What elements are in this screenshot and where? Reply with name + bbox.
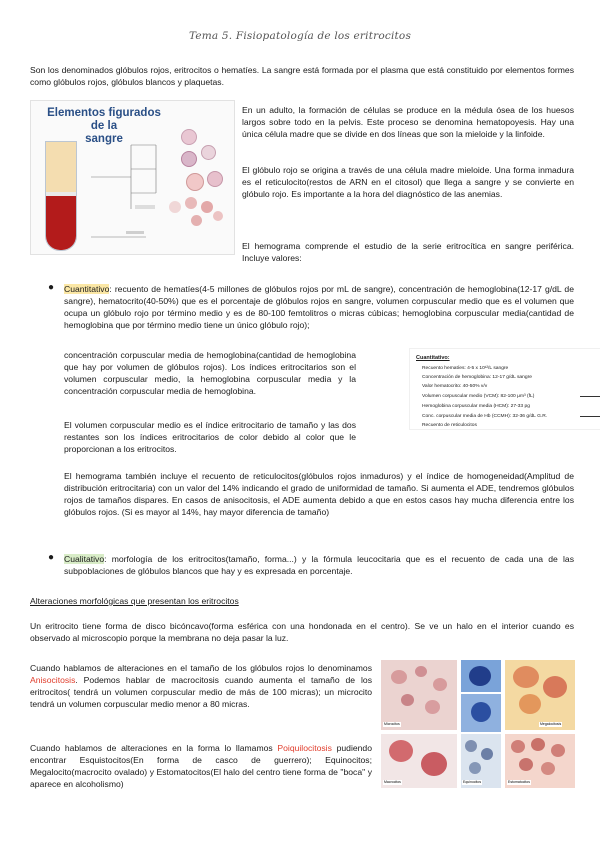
red-cell-icon: [169, 201, 181, 213]
red-cell-icon: [213, 211, 223, 221]
qualitative-label: Cualitativo: [64, 554, 105, 564]
caption-stomatocytes: Estomatocitos: [508, 780, 530, 784]
page-title: Tema 5. Fisiopatología de los eritrocitos: [188, 30, 412, 42]
anisocytosis-post: . Podemos hablar de macrocitosis cuando aumenta el tamaño de los eritrocitos( tendrá un volumen corpuscular medio de más de 100 micras); un microcito tendrá un volumen corpuscular medio menor a 80 micras.: [30, 675, 372, 709]
macrocytes-image: [381, 734, 457, 788]
table-row: Hemoglobina corpuscular media (HCM): 27-33 pg: [422, 404, 530, 409]
bullet-icon: ●: [48, 282, 55, 293]
hemogram-paragraph: El hemograma comprende el estudio de la serie eritrocítica en sangre periférica. Incluye valores:: [242, 241, 574, 263]
poikilocytosis-term: Poiquilocitosis: [277, 743, 332, 753]
figure-title-line2: sangre: [85, 133, 123, 145]
blood-elements-figure: [30, 100, 235, 255]
table-row: Concentración de hemoglobina: 12-17 g/dL sangre: [422, 375, 532, 380]
platelet-icon: [126, 231, 144, 234]
section-heading: Alteraciones morfológicas que presentan los eritrocitos: [30, 596, 239, 606]
table-header: Cuantitativo:: [416, 355, 450, 361]
vcm-paragraph: El volumen corpuscular medio es el índice eritrocitario de tamaño y las dos restantes son los índices eritrocitarios de color debido al color que le proporcionan a los eritrocitos.: [64, 420, 356, 454]
table-line: [580, 416, 600, 417]
table-row: Recuento hematíes: 4-5 x 10¹²/L sangre: [422, 366, 509, 371]
red-cell-icon: [185, 197, 197, 209]
anisocytosis-pre: Cuando hablamos de alteraciones en el tamaño de los glóbulos rojos lo denominamos: [30, 663, 372, 673]
blue-cells-image-2: [461, 694, 501, 732]
microcytes-image: [381, 660, 457, 730]
anisocytosis-paragraph: [30, 662, 372, 710]
reticulocyte-paragraph: El glóbulo rojo se origina a través de una célula madre mieloide. Una forma inmadura es el reticulocito(restos de ARN en el citosol) que llega a sangre y se convierte en glóbulo rojo. Es importante a la hora del diagnóstico de las anemias.: [242, 165, 574, 199]
red-cell-icon: [201, 201, 213, 213]
white-cell-icon: [186, 173, 204, 191]
figure-title-line1: Elementos figurados de la: [47, 107, 161, 132]
blue-cells-image-1: [461, 660, 501, 692]
quantitative-paragraph: [64, 283, 574, 331]
qualitative-paragraph: [64, 553, 574, 577]
table-row: Valor hematocrito: 40-50% v/v: [422, 384, 488, 389]
caption-macrocytes: Macrocitos: [384, 780, 401, 784]
intro-paragraph: Son los denominados glóbulos rojos, eritrocitos o hematíes. La sangre está formada por el plasma que está constituido por elementos formes como glóbulos rojos, glóbulos blancos y plaquetas.: [30, 65, 574, 87]
table-row: Volumen corpuscular medio (VCM): 82-100 μm³ (fL): [422, 394, 535, 399]
red-cell-icon: [191, 215, 202, 226]
white-cell-icon: [181, 151, 197, 167]
caption-echinocytes: Equinocitos: [463, 780, 482, 784]
table-row: Recuento de reticulocitos: [422, 423, 477, 428]
morphology-paragraph: Un eritrocito tiene forma de disco bicóncavo(forma esférica con una hondonada en el centro). Se ve un halo en el interior cuando es observado al microscopio porque la membrana no deja pasar la luz.: [30, 621, 574, 643]
poikilocytosis-pre: Cuando hablamos de alteraciones en la forma lo llamamos: [30, 743, 278, 753]
test-tube: [45, 141, 77, 251]
stomatocytes-image: [505, 734, 575, 788]
quantitative-values-table: [409, 348, 600, 430]
table-line: [580, 396, 600, 397]
poikilocytosis-post: pudiendo encontrar Esquistocitos(En forma de casco de guerrero); Equinocitos; Megalocito(macrocito ovalado) y Estomatocitos(El halo del centro tiene forma de "boca" y aparece en alcoholismo): [30, 743, 372, 789]
caption-megalocytes: Megalocitosis: [540, 722, 562, 726]
white-cell-icon: [207, 171, 223, 187]
quantitative-label: Cuantitativo: [64, 284, 110, 294]
megalocytes-image: [505, 660, 575, 730]
poikilocytosis-paragraph: [30, 742, 372, 790]
white-cell-icon: [201, 145, 216, 160]
white-cell-icon: [181, 129, 197, 145]
echinocytes-image: [461, 734, 501, 788]
quantitative-text: : recuento de hematíes(4-5 millones de glóbulos rojos por mL de sangre), concentración de hemoglobina(12-17 g/dL de sangre), hematocrito(40-50%) que es el porcentaje de glóbulos rojos en sangre, volumen corpuscular medio que es el volumen que ocupa un glóbulo rojo por término medio y es de 80-100 femtolitros o micras cúbicas; hemoglobina corpuscular media(cantidad de hemoglobina que por término medio tiene un único glóbulo rojo);: [64, 284, 574, 330]
hematopoiesis-paragraph: En un adulto, la formación de células se produce en la médula ósea de los huesos largos sobre todo en la pelvis. Este proceso se denomina hematopoyesis. Hay una única célula madre que se divide en dos líneas que son la mieloide y la linfoide.: [242, 105, 574, 139]
ade-paragraph: El hemograma también incluye el recuento de reticulocitos(glóbulos rojos inmaduros) y el índice de homogeneidad(Amplitud de distribución eritrocitaria) con un valor del 14% indicando el grado de uniformidad de tamaño. Si aumenta el ADE, tendremos glóbulos rojos de tamaños dispares. En casos de anisocitosis, el ADE aumenta debido a que en estos casos hay mucha diferencia entre los glóbulos rojos. (Si es mayor al 14%, hay mayor diferencia de tamaño): [64, 471, 574, 517]
anisocytosis-term: Anisocitosis: [30, 675, 76, 685]
bullet-icon: ●: [48, 552, 55, 563]
table-row: Conc. corpuscular media de Hb (CCMH): 32-36 g/dL G.R.: [422, 414, 548, 419]
caption-microcytes: Microcitos: [384, 722, 400, 726]
qualitative-text: : morfología de los eritrocitos(tamaño, forma...) y la fórmula leucocitaria que es el recuento de cada una de las subpoblaciones de glóbulos blancos que hay y es expresada en porcentaje.: [64, 554, 574, 576]
quantitative-paragraph-cont: concentración corpuscular media de hemoglobina(cantidad de hemoglobina que hay por volumen de glóbulos rojos). Los índices eritrocitarios son el volumen corpuscular medio, la hemoglobina corpuscular media y la concentración corpuscular media de hemoglobina.: [64, 350, 356, 396]
